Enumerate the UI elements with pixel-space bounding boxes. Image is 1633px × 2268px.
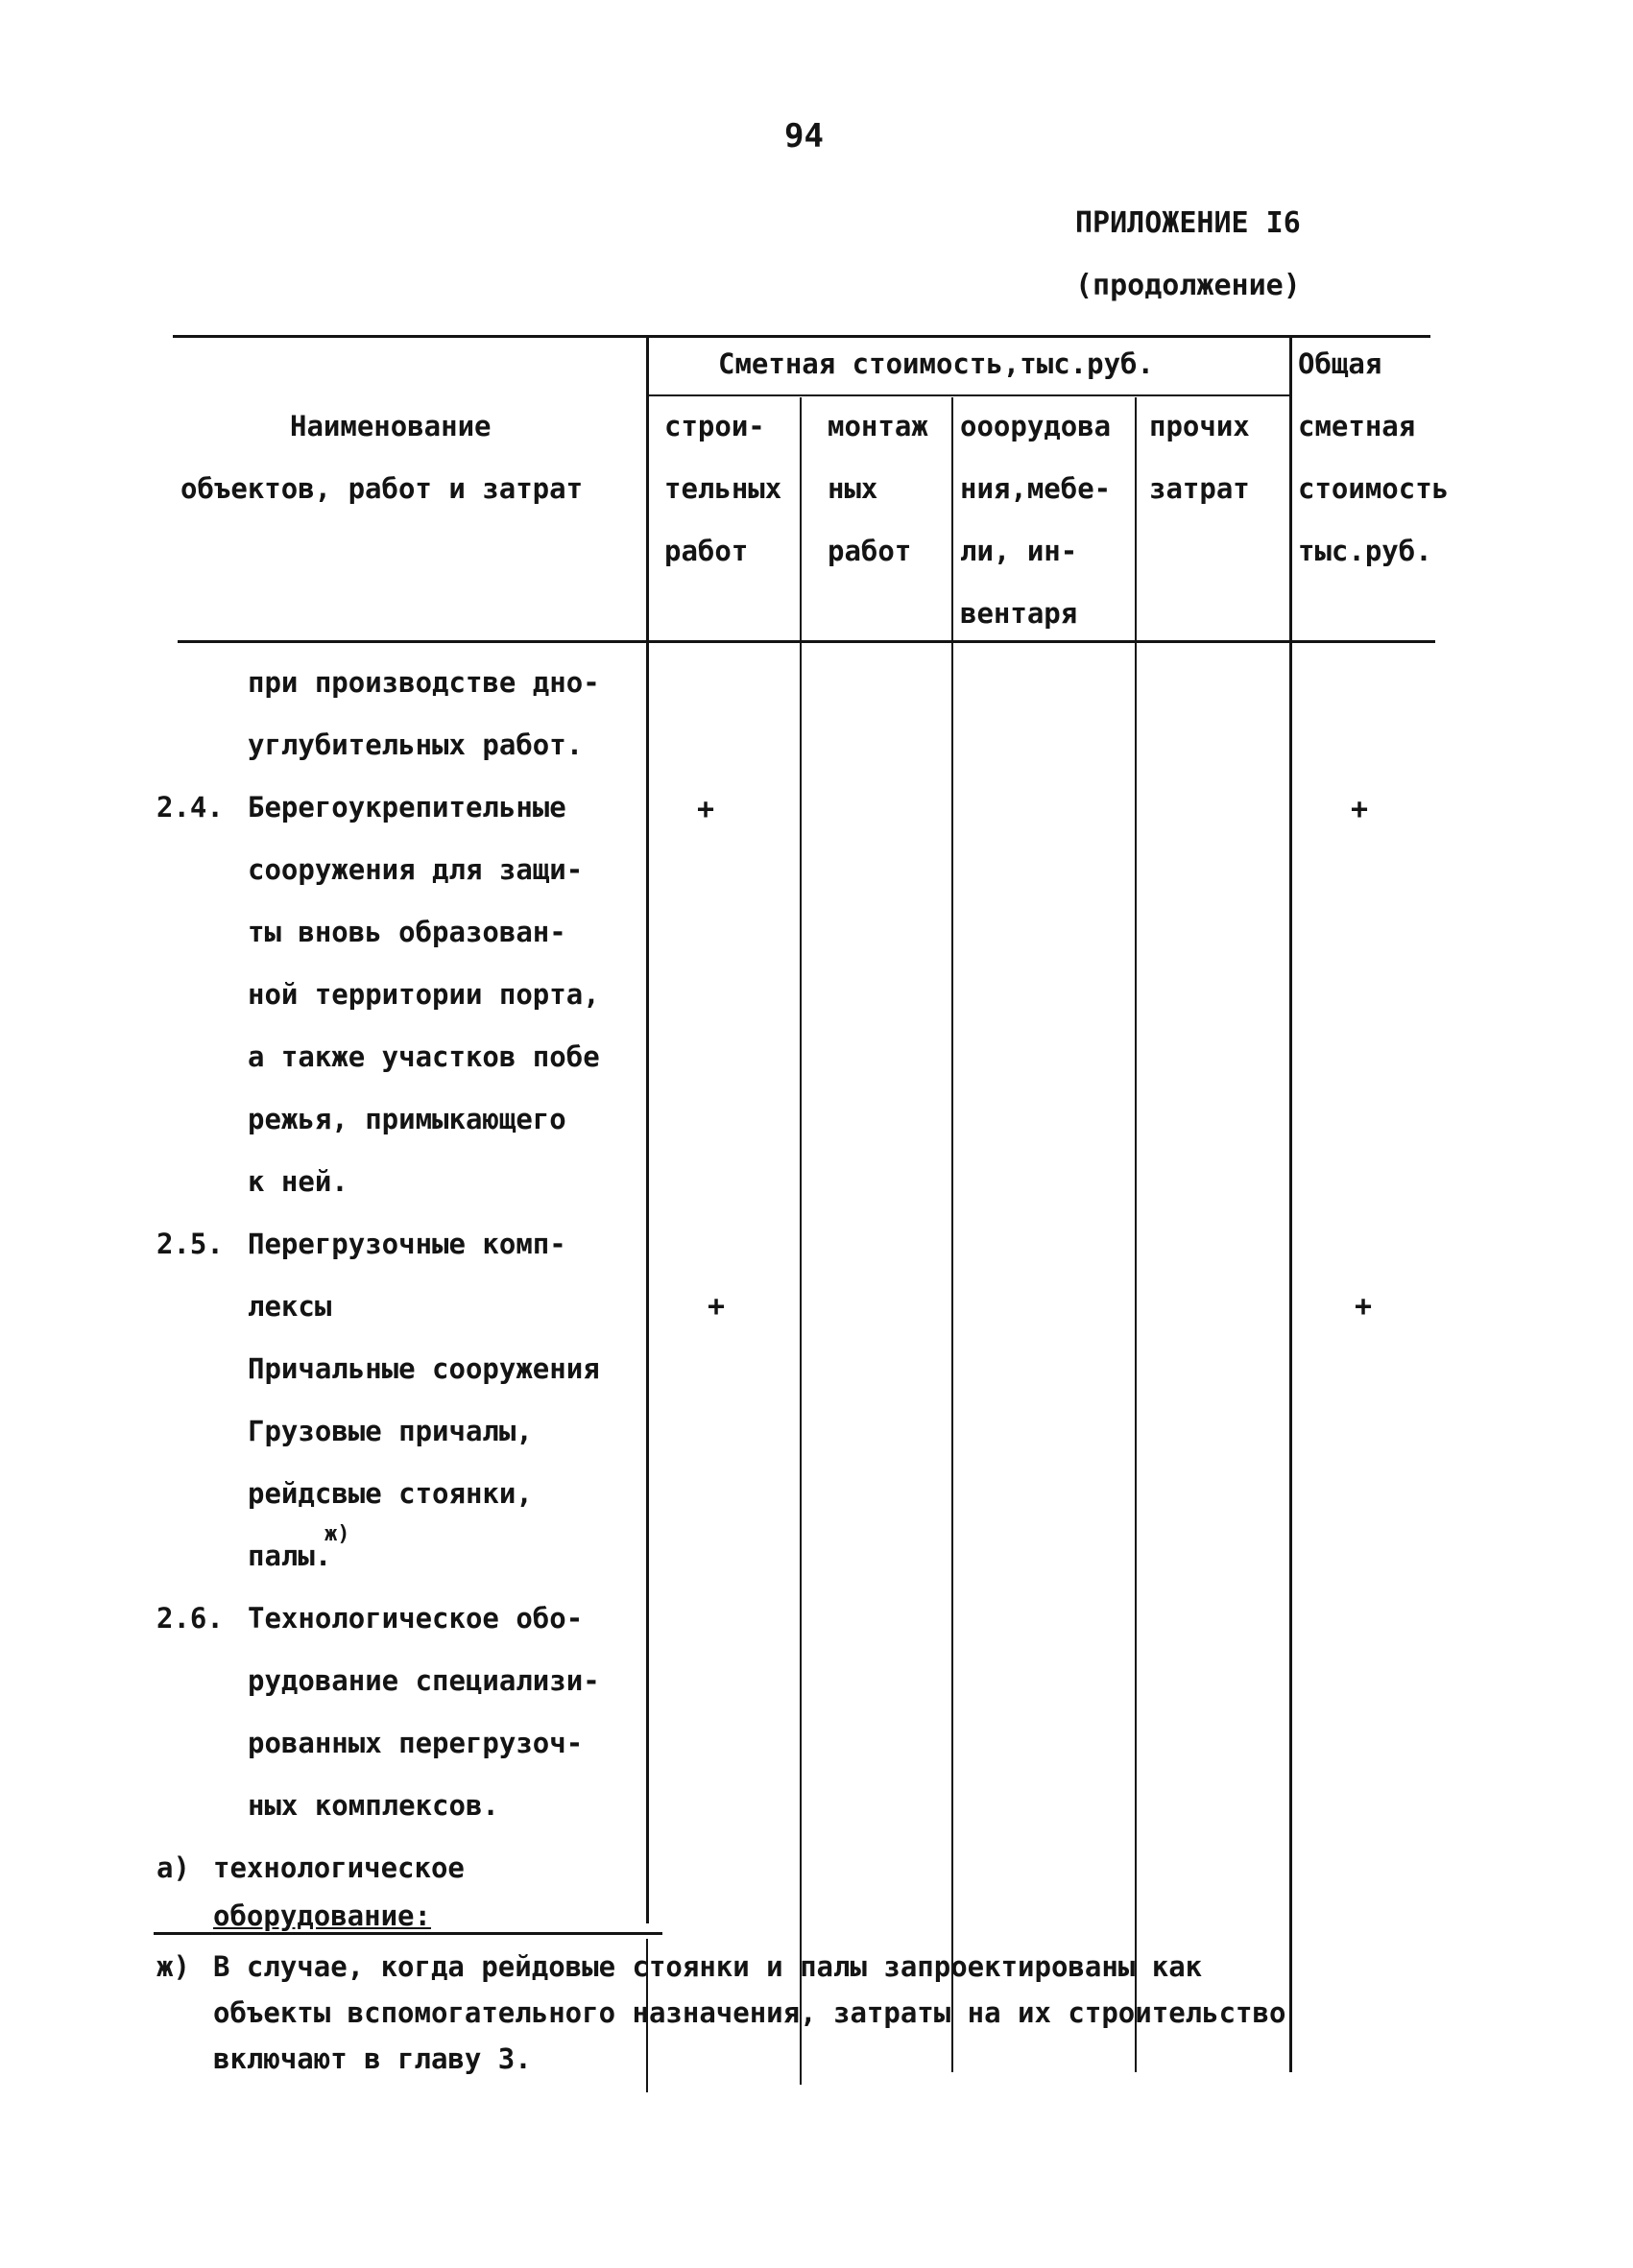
row-text-line: ты вновь образован- — [248, 916, 566, 948]
row-text-line: ных комплексов. — [248, 1789, 499, 1822]
group-header-rule — [649, 394, 1292, 396]
header-name-line-1: Наименование — [290, 410, 492, 442]
footnote-mark: ж) — [156, 1950, 190, 1983]
header-other-line-1: прочих — [1149, 410, 1250, 442]
cost-mark-total: + — [1355, 1290, 1373, 1324]
header-construction-line-2: тельных — [664, 472, 782, 505]
row-text-line: ной территории порта, — [248, 978, 600, 1011]
table-top-rule — [173, 335, 1430, 338]
header-total-line-3: стоимость — [1298, 472, 1450, 505]
cost-mark-construction: + — [708, 1290, 726, 1324]
header-total-line-2: сметная — [1298, 410, 1416, 442]
row-number: 2.4. — [156, 791, 224, 824]
row-text-line: Перегрузочные комп- — [248, 1228, 566, 1260]
header-construction-line-1: строи- — [664, 410, 765, 442]
column-divider — [1135, 397, 1137, 2072]
column-divider — [800, 397, 802, 2085]
header-equipment-line-3: ли, ин- — [960, 535, 1078, 567]
header-name-line-2: объектов, работ и затрат — [180, 472, 584, 505]
header-installation-line-3: работ — [828, 535, 912, 567]
column-divider — [646, 335, 649, 1923]
row-text-line: рейдсвые стоянки, — [248, 1477, 533, 1510]
cost-mark-total: + — [1351, 793, 1369, 826]
appendix-subtitle: (продолжение) — [1075, 269, 1301, 302]
row-text-line: углубительных работ. — [248, 728, 584, 761]
row-text-line: Грузовые причалы, — [248, 1415, 533, 1447]
row-text-line: оборудование: — [213, 1899, 431, 1932]
row-text-line: рованных перегрузоч- — [248, 1727, 584, 1759]
row-text-line: технологическое — [213, 1851, 465, 1884]
row-number: 2.6. — [156, 1602, 224, 1635]
footnote-rule — [154, 1932, 662, 1935]
header-construction-line-3: работ — [664, 535, 749, 567]
row-text-line: лексы — [248, 1290, 332, 1323]
row-text-line: к ней. — [248, 1165, 348, 1198]
header-bottom-rule — [178, 640, 1435, 643]
footnote-line: объекты вспомогательного назначения, затраты на их строительство — [213, 1996, 1286, 2029]
header-installation-line-2: ных — [828, 472, 878, 505]
header-other-line-2: затрат — [1149, 472, 1250, 505]
row-text-line: Технологическое обо- — [248, 1602, 584, 1635]
row-text-line: сооружения для защи- — [248, 853, 584, 886]
header-equipment-line-1: ооорудова — [960, 410, 1112, 442]
column-divider — [951, 397, 953, 2072]
footnote-line: включают в главу 3. — [213, 2042, 532, 2075]
header-total-line-4: тыс.руб. — [1298, 535, 1432, 567]
header-total-line-1: Общая — [1298, 347, 1382, 380]
page-number: 94 — [784, 117, 824, 155]
cost-mark-construction: + — [697, 793, 715, 826]
header-group-title: Сметная стоимость,тыс.руб. — [718, 347, 1154, 380]
row-number: а) — [156, 1851, 190, 1884]
row-number: 2.5. — [156, 1228, 224, 1260]
footnote-reference-mark: ж) — [324, 1522, 350, 1546]
row-text-line: а также участков побе — [248, 1040, 600, 1073]
row-text-line: рудование специализи- — [248, 1664, 600, 1697]
row-text-line: палы. — [248, 1540, 332, 1572]
appendix-title: ПРИЛОЖЕНИЕ I6 — [1075, 206, 1301, 240]
row-text-line: Причальные сооружения — [248, 1352, 600, 1385]
row-text-line: при производстве дно- — [248, 666, 600, 699]
column-divider — [1289, 335, 1292, 2072]
header-equipment-line-2: ния,мебе- — [960, 472, 1112, 505]
header-equipment-line-4: вентаря — [960, 597, 1078, 630]
row-text-line: режья, примыкающего — [248, 1103, 566, 1135]
row-text-line: Берегоукрепительные — [248, 791, 566, 824]
header-installation-line-1: монтаж — [828, 410, 928, 442]
footnote-line: В случае, когда рейдовые стоянки и палы запроектированы как — [213, 1950, 1203, 1983]
